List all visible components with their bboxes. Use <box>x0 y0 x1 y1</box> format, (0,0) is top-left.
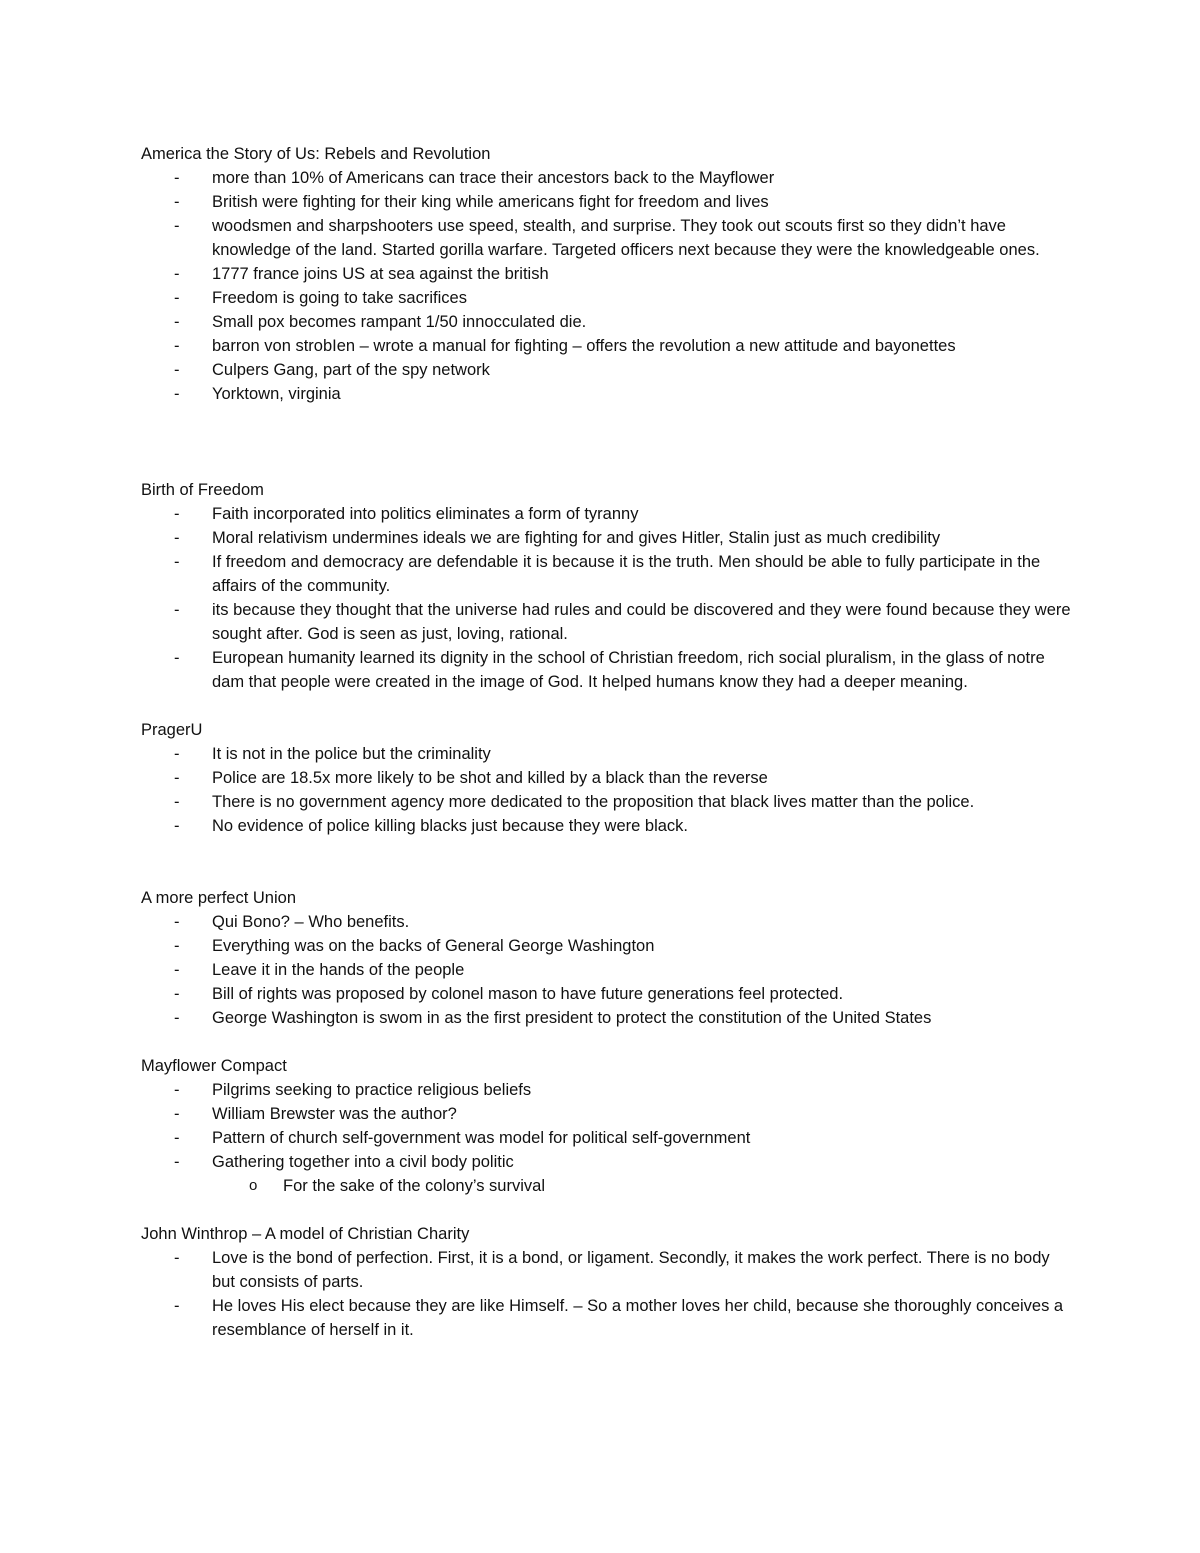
list-item: - It is not in the police but the criminality <box>141 742 1071 766</box>
section-prageru <box>141 718 1071 838</box>
section-heading: Birth of Freedom <box>141 481 264 499</box>
section-heading: A more perfect Union <box>141 889 296 907</box>
list-item: - Love is the bond of perfection. First, it is a bond, or ligament. Secondly, it makes the work perfect. There is no body but consists of parts. <box>141 1246 1071 1294</box>
list-item: - Everything was on the backs of General George Washington <box>141 934 1071 958</box>
bullet-list <box>141 166 1071 406</box>
bullet-list <box>141 1246 1071 1342</box>
list-item: - Freedom is going to take sacrifices <box>141 286 1071 310</box>
list-item: - woodsmen and sharpshooters use speed, stealth, and surprise. They took out scouts first so they didn’t have knowledge of the land. Started gorilla warfare. Targeted officers next because they were the knowledgeable ones. <box>141 214 1071 262</box>
bullet-list <box>141 910 1071 1030</box>
section-heading: John Winthrop – A model of Christian Charity <box>141 1225 470 1243</box>
list-item: - European humanity learned its dignity in the school of Christian freedom, rich social pluralism, in the glass of notre dam that people were created in the image of God. It helped humans know they had a deeper meaning. <box>141 646 1071 694</box>
list-item: - Culpers Gang, part of the spy network <box>141 358 1071 382</box>
section-heading: America the Story of Us: Rebels and Revolution <box>141 145 491 163</box>
list-item: - its because they thought that the universe had rules and could be discovered and they were found because they were sought after. God is seen as just, loving, rational. <box>141 598 1071 646</box>
section-birth-of-freedom <box>141 478 1071 694</box>
list-item: - William Brewster was the author? <box>141 1102 1071 1126</box>
document-body <box>141 142 1071 1342</box>
list-item: - He loves His elect because they are like Himself. – So a mother loves her child, because she thoroughly conceives a resemblance of herself in it. <box>141 1294 1071 1342</box>
list-item: - Yorktown, virginia <box>141 382 1071 406</box>
list-item: - If freedom and democracy are defendable it is because it is the truth. Men should be able to fully participate in the affairs of the community. <box>141 550 1071 598</box>
section-heading: PragerU <box>141 721 203 739</box>
section-rebels-and-revolution <box>141 142 1071 406</box>
list-item: - Small pox becomes rampant 1/50 innocculated die. <box>141 310 1071 334</box>
list-item: - 1777 france joins US at sea against the british <box>141 262 1071 286</box>
section-more-perfect-union <box>141 886 1071 1030</box>
section-john-winthrop <box>141 1222 1071 1342</box>
list-item: - Qui Bono? – Who benefits. <box>141 910 1071 934</box>
list-item: - Police are 18.5x more likely to be shot and killed by a black than the reverse <box>141 766 1071 790</box>
list-item: - There is no government agency more dedicated to the proposition that black lives matter than the police. <box>141 790 1071 814</box>
list-item: - barron von strobIen – wrote a manual for fighting – offers the revolution a new attitude and bayonettes <box>141 334 1071 358</box>
list-item: - Moral relativism undermines ideals we are fighting for and gives Hitler, Stalin just as much credibility <box>141 526 1071 550</box>
list-item: - No evidence of police killing blacks just because they were black. <box>141 814 1071 838</box>
list-item: - British were fighting for their king while americans fight for freedom and lives <box>141 190 1071 214</box>
list-item: - Bill of rights was proposed by colonel mason to have future generations feel protected. <box>141 982 1071 1006</box>
list-item: - Pattern of church self-government was model for political self-government <box>141 1126 1071 1150</box>
list-item: - Gathering together into a civil body politic <box>141 1150 1071 1174</box>
list-item: - Leave it in the hands of the people <box>141 958 1071 982</box>
bullet-list <box>141 742 1071 838</box>
sub-bullet-list <box>212 1174 1071 1198</box>
section-heading: Mayflower Compact <box>141 1057 287 1075</box>
section-mayflower-compact <box>141 1054 1071 1198</box>
sub-list-item: o For the sake of the colony’s survival <box>212 1174 1071 1198</box>
list-item: - Pilgrims seeking to practice religious beliefs <box>141 1078 1071 1102</box>
list-item: - Faith incorporated into politics eliminates a form of tyranny <box>141 502 1071 526</box>
list-item: - George Washington is swom in as the first president to protect the constitution of the United States <box>141 1006 1071 1030</box>
bullet-list <box>141 1078 1071 1174</box>
bullet-list <box>141 502 1071 694</box>
list-item: - more than 10% of Americans can trace their ancestors back to the Mayflower <box>141 166 1071 190</box>
